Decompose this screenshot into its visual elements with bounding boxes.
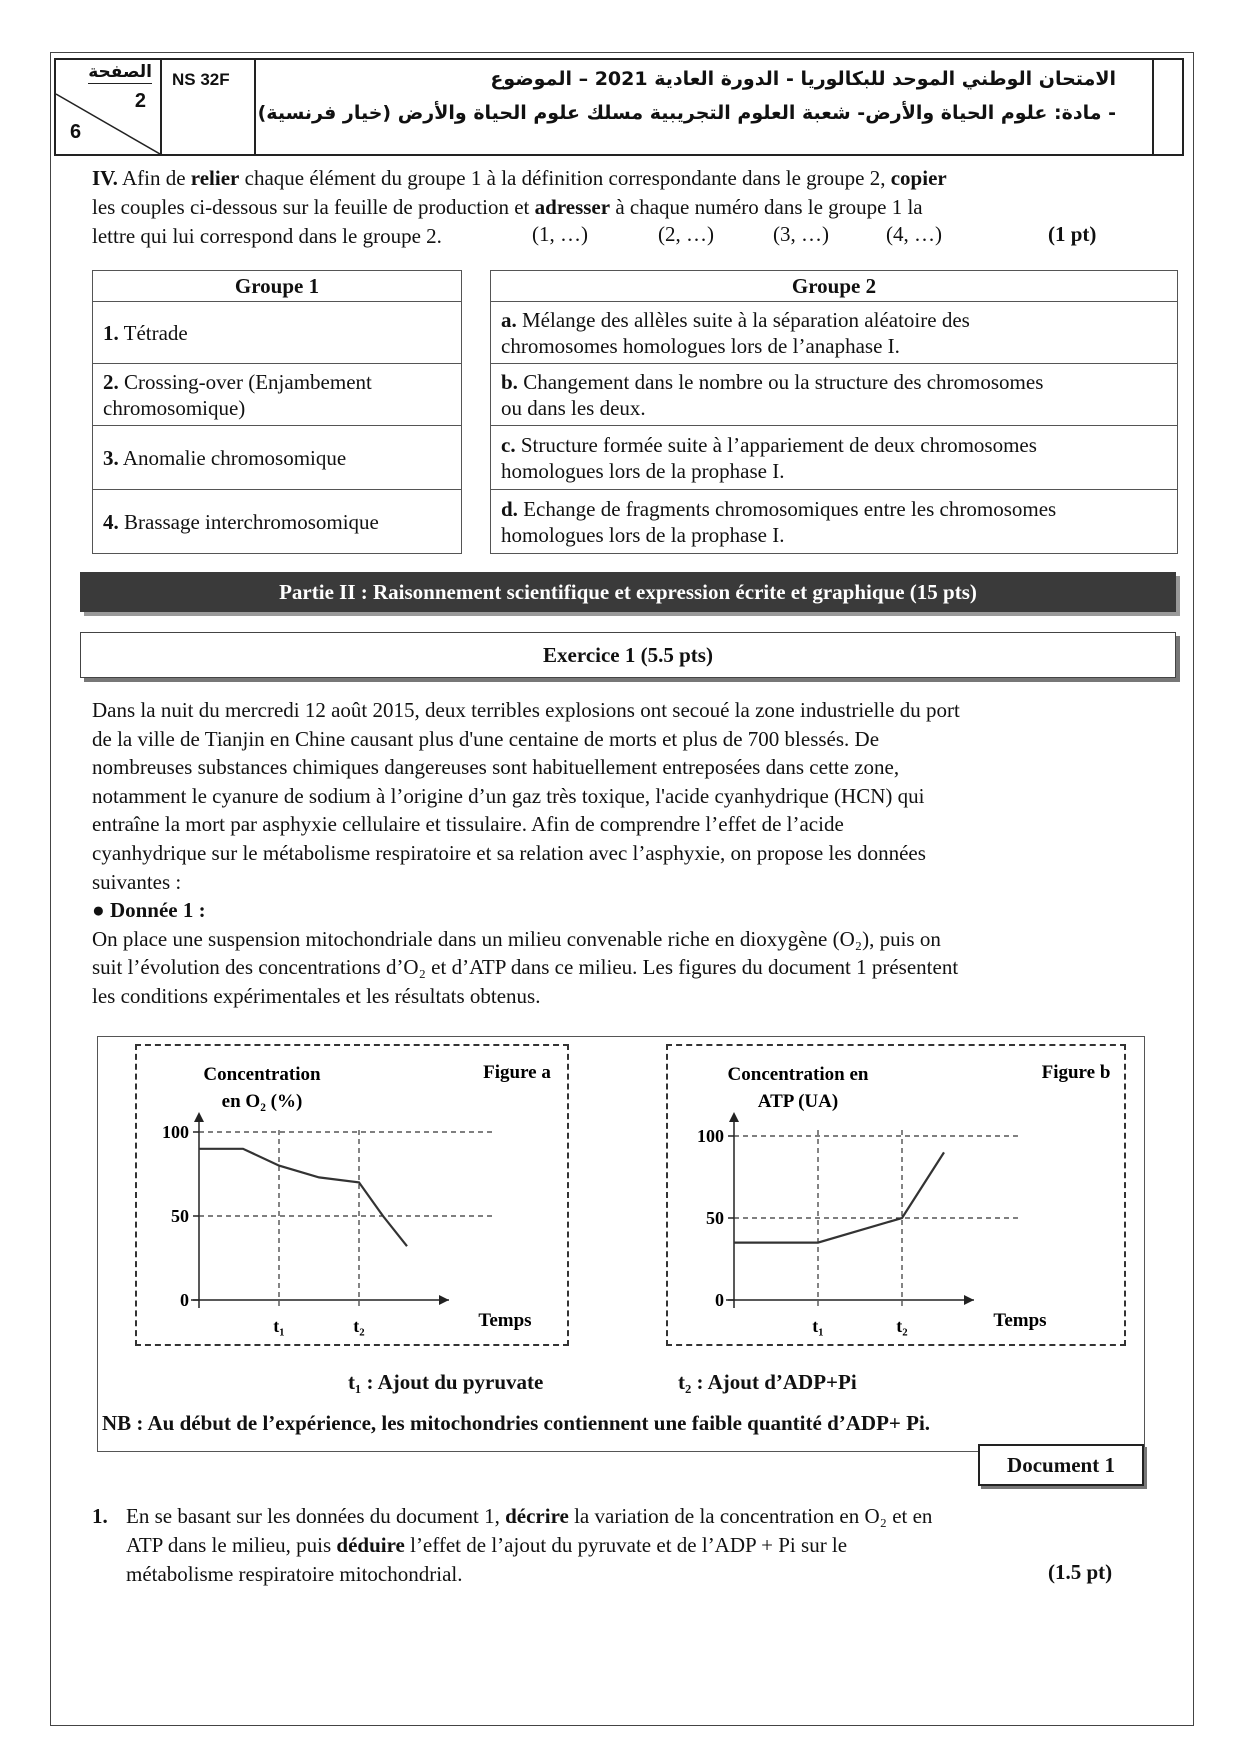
item-text-cont: homologues lors de la prophase I.: [501, 458, 785, 483]
text-run: lettre qui lui correspond dans le groupe 2.: [92, 224, 442, 248]
section-iv-points: (1 pt): [1048, 222, 1097, 246]
question-1-line2: [92, 1531, 1142, 1560]
groupe1-item: [93, 490, 462, 554]
exam-code-box: [160, 60, 256, 154]
groupe2-item: [491, 490, 1178, 554]
pair-2: (2, …): [658, 222, 714, 246]
exam-code: NS 32F: [172, 70, 230, 89]
figure-title: Figure b: [1041, 1062, 1111, 1083]
text-run: les couples ci-dessous sur la feuille de production et: [92, 195, 535, 219]
groupe1-header: Groupe 1: [93, 271, 462, 302]
donnee-line: suit l’évolution des concentrations d’O₂ et d’ATP dans ce milieu. Les figures du document 1 présentent: [92, 955, 959, 980]
y-tick-label: 50: [171, 1206, 189, 1226]
keyword-copier: copier: [890, 166, 947, 190]
legend-t1-symbol: t₁ :: [348, 1370, 378, 1394]
y-tick-label: 0: [715, 1290, 724, 1310]
keyword-deduire: déduire: [336, 1533, 405, 1557]
item-number: 1.: [103, 320, 119, 345]
section-iv-instructions: [92, 164, 1132, 251]
partie-ii-banner: Partie II : Raisonnement scientifique et expression écrite et graphique (15 pts): [80, 572, 1176, 612]
figure-a-chart: [137, 1046, 567, 1344]
legend-t1-text: Ajout du pyruvate: [377, 1370, 544, 1394]
y-tick-label: 0: [180, 1290, 189, 1310]
data-line: [734, 1152, 944, 1242]
figure-b-chart: [668, 1046, 1124, 1344]
y-axis-arrow: [729, 1112, 739, 1122]
exam-title-line2: - مادة: علوم الحياة والأرض- شعبة العلوم التجريبية مسلك علوم الحياة والأرض (خيار فرنسية): [257, 102, 1116, 124]
figure-b-box: [666, 1044, 1126, 1346]
question-1-line3: [92, 1560, 1142, 1589]
exercice-1-box: Exercice 1 (5.5 pts): [80, 632, 1176, 678]
intro-paragraph: [92, 696, 1132, 1011]
donnee-1-title: Donnée 1 :: [109, 898, 206, 923]
x-tick-label: t₁: [812, 1316, 824, 1336]
question-1-points: (1.5 pt): [1048, 1560, 1113, 1584]
text-run: Afin de: [117, 166, 191, 190]
text-run: métabolisme respiratoire mitochondrial.: [126, 1562, 463, 1586]
y-tick-label: 100: [162, 1122, 189, 1142]
intro-line: entraîne la mort par asphyxie cellulaire et tissulaire. Afin de comprendre l’effet de l’acide: [92, 812, 844, 837]
legend-t1: [348, 1370, 543, 1395]
intro-line: cyanhydrique sur le métabolisme respiratoire et sa relation avec l’asphyxie, on propose les données: [92, 840, 926, 865]
item-text: Changement dans le nombre ou la structure des chromosomes: [517, 369, 1044, 394]
intro-line: suivantes :: [92, 869, 182, 894]
figure-a-box: [135, 1044, 569, 1346]
y-tick-label: 100: [697, 1126, 724, 1146]
page-total: 6: [70, 121, 82, 143]
legend-t2-text: Ajout d’ADP+Pi: [707, 1370, 857, 1394]
groupe1-item: [93, 426, 462, 490]
y-axis-label: Concentration: [203, 1064, 321, 1085]
text-run: l’effet de l’ajout du pyruvate et de l’ADP + Pi sur le: [404, 1533, 848, 1557]
x-axis-arrow: [439, 1295, 449, 1305]
y-axis-arrow: [194, 1112, 204, 1122]
item-letter: a.: [501, 307, 517, 332]
nb-note: NB : Au début de l’expérience, les mitochondries contiennent une faible quantité d’ADP+ Pi.: [102, 1411, 931, 1435]
text-run: ATP dans le milieu, puis: [126, 1533, 337, 1557]
exam-title-box: [254, 60, 1154, 154]
page-number-box: [56, 60, 162, 154]
donnee-line: On place une suspension mitochondriale dans un milieu convenable riche en dioxygène (O₂), puis on: [92, 926, 941, 951]
item-letter: c.: [501, 432, 516, 457]
intro-line: de la ville de Tianjin en Chine causant plus d'une centaine de morts et plus de 700 blessés. De: [92, 726, 880, 751]
donnee-1-label: [92, 896, 1132, 925]
item-number: 3.: [103, 445, 119, 470]
x-axis-label: Temps: [478, 1310, 532, 1331]
item-number: 2.: [103, 369, 119, 394]
groupe2-item: [491, 426, 1178, 490]
section-iv-line2: [92, 193, 1132, 222]
question-1-line1: [92, 1502, 1142, 1531]
y-axis-label: ATP (UA): [757, 1091, 839, 1112]
item-text: Tétrade: [118, 320, 188, 345]
groupe1-table: [92, 270, 462, 554]
groupe1-item: [93, 364, 462, 426]
item-letter: d.: [501, 496, 518, 521]
item-text: Brassage interchromosomique: [118, 509, 379, 534]
item-text: Mélange des allèles suite à la séparation aléatoire des: [516, 307, 970, 332]
item-text: Anomalie chromosomique: [118, 445, 347, 470]
donnee-line: les conditions expérimentales et les résultats obtenus.: [92, 983, 541, 1008]
section-number: IV.: [92, 166, 118, 190]
intro-line: Dans la nuit du mercredi 12 août 2015, deux terribles explosions ont secoué la zone industrielle du port: [92, 698, 960, 722]
question-1: [92, 1502, 1142, 1589]
text-run: En se basant sur les données du document 1,: [126, 1504, 506, 1528]
legend-t2-symbol: t₂ :: [678, 1370, 708, 1394]
intro-line: notamment le cyanure de sodium à l’origine d’un gaz très toxique, l'acide cyanhydrique (HCN) qui: [92, 783, 925, 808]
pair-1: (1, …): [532, 222, 588, 246]
text-run: à chaque numéro dans le groupe 1 la: [610, 195, 923, 219]
data-line: [199, 1149, 407, 1246]
item-text-cont: ou dans les deux.: [501, 395, 646, 420]
y-tick-label: 50: [706, 1208, 724, 1228]
x-tick-label: t₁: [273, 1316, 285, 1336]
groupe1-item: [93, 302, 462, 364]
legend-t2: [678, 1370, 857, 1395]
x-axis-label: Temps: [993, 1310, 1047, 1331]
item-text: Echange de fragments chromosomiques entre les chromosomes: [517, 496, 1057, 521]
keyword-relier: relier: [190, 166, 240, 190]
exam-header: [54, 58, 1184, 156]
figure-title: Figure a: [483, 1062, 551, 1083]
keyword-adresser: adresser: [534, 195, 611, 219]
y-axis-label: Concentration en: [727, 1064, 869, 1085]
groupe2-item: [491, 302, 1178, 364]
page-label: الصفحة: [88, 62, 152, 82]
item-letter: b.: [501, 369, 518, 394]
groupe2-header: Groupe 2: [491, 271, 1178, 302]
bullet-icon: ●: [92, 898, 110, 923]
pair-4: (4, …): [886, 222, 942, 246]
x-tick-label: t₂: [353, 1316, 365, 1336]
item-text-cont: homologues lors de la prophase I.: [501, 522, 785, 547]
item-number: 4.: [103, 509, 119, 534]
question-number: 1.: [92, 1504, 108, 1528]
page-number: 2: [134, 90, 146, 112]
pair-3: (3, …): [773, 222, 829, 246]
exam-title-line1: الامتحان الوطني الموحد للبكالوريا - الدورة العادية 2021 – الموضوع: [490, 68, 1116, 90]
intro-line: nombreuses substances chimiques dangereuses sont habituellement entreposées dans cette zone,: [92, 755, 900, 780]
item-text-cont: chromosomes homologues lors de l’anaphase I.: [501, 333, 900, 358]
item-text-cont: chromosomique): [103, 395, 246, 420]
groupe2-item: [491, 364, 1178, 426]
x-tick-label: t₂: [896, 1316, 908, 1336]
groupe2-table: [490, 270, 1178, 554]
text-run: la variation de la concentration en O₂ et en: [568, 1504, 933, 1528]
item-text: Structure formée suite à l’appariement de deux chromosomes: [515, 432, 1037, 457]
keyword-decrire: décrire: [505, 1504, 569, 1528]
document-1-label: Document 1: [978, 1444, 1144, 1486]
x-axis-arrow: [964, 1295, 974, 1305]
section-iv-line3: [92, 222, 1132, 251]
y-axis-label: en O₂ (%): [221, 1091, 303, 1112]
section-iv-line1: [92, 164, 1132, 193]
item-text: Crossing-over (Enjambement: [118, 369, 372, 394]
text-run: chaque élément du groupe 1 à la définition correspondante dans le groupe 2,: [239, 166, 891, 190]
